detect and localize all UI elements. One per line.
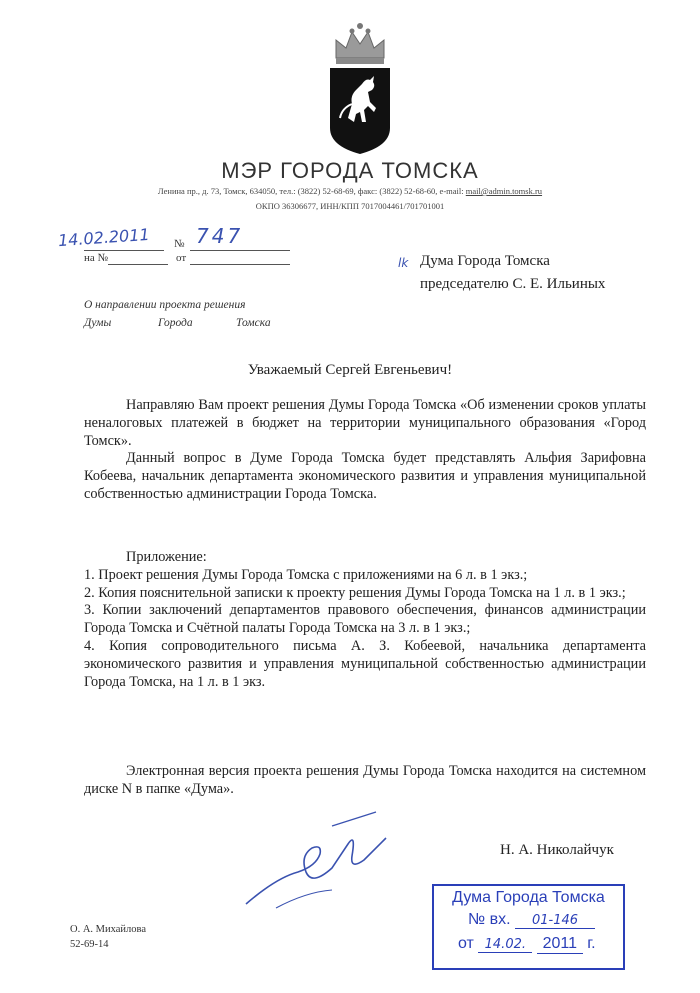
header-address [0, 186, 700, 196]
ref-from-label: от [176, 252, 187, 264]
recipient-person: председателю С. Е. Ильиных [420, 276, 606, 292]
reg-date: 14.02.2011 [57, 224, 151, 251]
resolution-mark: lk [398, 256, 409, 270]
city-emblem-icon [322, 18, 398, 158]
stamp-date-value: 14.02. [478, 937, 532, 953]
stamp-date-row [458, 935, 596, 954]
stamp-year: 2011 [537, 935, 583, 954]
attachment-item: 3. Копии заключений департаментов правового обеспечения, финансов администрации Города Томска и Счётной палаты Города Томска на 3 л. в 1 экз.; [84, 602, 646, 637]
incoming-stamp [432, 884, 625, 970]
attachment-item: 4. Копия сопроводительного письма А. З. Кобеевой, начальника департамента экономического развития и управления муниципальной собственностью администрации Города Томска, на 1 л. в 1 экз. [84, 637, 646, 690]
greeting: Уважаемый Сергей Евгеньевич! [247, 362, 453, 378]
executor-name: О. А. Михайлова [70, 924, 146, 935]
executor-phone: 52-69-14 [70, 939, 109, 950]
address-text: Ленина пр., д. 73, Томск, 634050, тел.: (3822) 52-68-69, факс: (3822) 52-68-60, e-mail: [157, 186, 464, 196]
header-title: МЭР ГОРОДА ТОМСКА [221, 158, 479, 183]
paragraph-3: Электронная версия проекта решения Думы Города Томска находится на системном диске N в папке «Дума». [84, 763, 646, 797]
email-link[interactable]: mail@admin.tomsk.ru [465, 186, 543, 196]
attachments [84, 549, 646, 691]
stamp-title: Дума Города Томска [452, 889, 605, 906]
attachment-item: 2. Копия пояснительной записки к проекту решения Думы Города Томска на 1 л. в 1 экз.; [84, 584, 626, 601]
stamp-year-suffix: г. [587, 935, 596, 952]
attachment-item: 1. Проект решения Думы Города Томска с приложениями на 6 л. в 1 экз.; [84, 566, 528, 583]
stamp-number-label: № вх. [468, 911, 511, 928]
recipient-org: Дума Города Томска [420, 253, 550, 269]
subject-word-2: Города [158, 317, 193, 329]
subject-word-3: Томска [236, 317, 271, 329]
stamp-number-value: 01-146 [515, 913, 595, 929]
letter-body [84, 397, 646, 504]
subject-line1: О направлении проекта решения [84, 299, 246, 311]
paragraph-1: Направляю Вам проект решения Думы Города Томска «Об изменении сроков уплаты неналоговых платежей в бюджет на территории муниципального образования «Город Томск». [84, 397, 646, 449]
ref-label: на № [84, 252, 109, 264]
paragraph-2: Данный вопрос в Думе Города Томска будет представлять Альфия Зарифовна Кобеева, начальник департамента экономического развития и управления муниципальной собственностью администрации Города Томска. [84, 450, 646, 502]
stamp-number-row [468, 911, 595, 929]
reg-number-sign: № [174, 238, 185, 250]
subject-word-1: Думы [84, 317, 112, 329]
ref-date-line [190, 250, 290, 265]
closing-note [84, 763, 646, 799]
signatory-name: Н. А. Николайчук [500, 842, 614, 858]
stamp-date-label: от [458, 935, 474, 952]
ref-number-line [108, 250, 168, 265]
recipient [420, 250, 605, 296]
reg-number: 747 [196, 224, 244, 248]
executor [70, 922, 146, 952]
header-codes: ОКПО 36306677, ИНН/КПП 7017004461/701701001 [255, 201, 445, 211]
attachments-title: Приложение: [126, 549, 207, 565]
signature-icon [236, 808, 416, 918]
